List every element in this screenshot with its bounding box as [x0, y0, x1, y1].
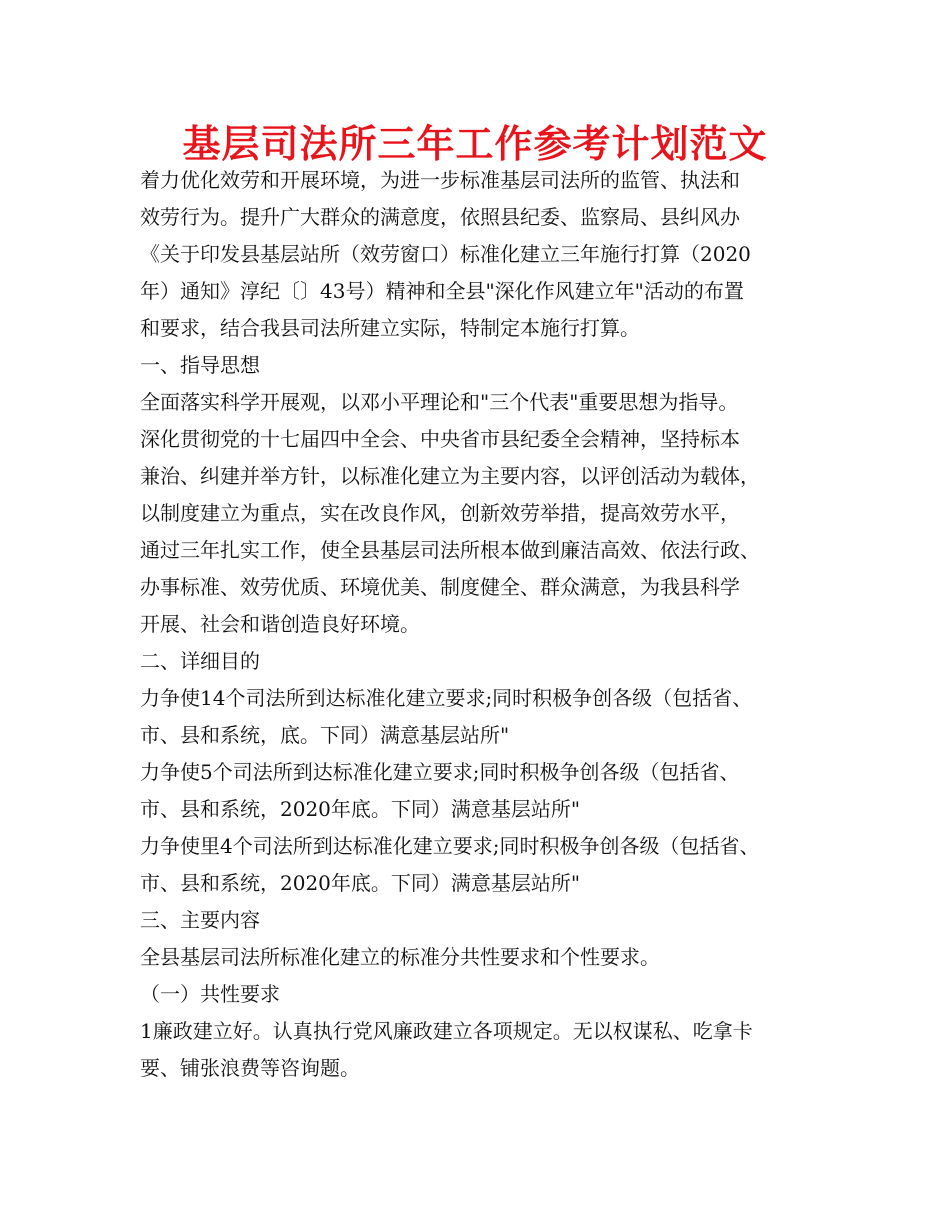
document-title: 基层司法所三年工作参考计划范文	[182, 122, 768, 166]
text-line: 深化贯彻党的十七届四中全会、中央省市县纪委全会精神，坚持标本	[140, 427, 740, 451]
text-line: 年）通知》淳纪〔〕43号）精神和全县"深化作风建立年"活动的布置	[140, 279, 744, 303]
section-heading: 三、主要内容	[140, 908, 260, 932]
text-line: 通过三年扎实工作，使全县基层司法所根本做到廉洁高效、依法行政、	[140, 538, 760, 562]
text-line: 和要求，结合我县司法所建立实际，特制定本施行打算。	[140, 316, 640, 340]
text-line: 以制度建立为重点，实在改良作风，创新效劳举措，提高效劳水平，	[140, 501, 740, 525]
text-line: 力争使14个司法所到达标准化建立要求;同时积极争创各级（包括省、	[140, 686, 753, 710]
text-line: 办事标准、效劳优质、环境优美、制度健全、群众满意，为我县科学	[140, 575, 740, 599]
text-line: 市、县和系统，2020年底。下同）满意基层站所"	[140, 797, 581, 821]
text-line: 市、县和系统，底。下同）满意基层站所"	[140, 723, 510, 747]
text-line: 全面落实科学开展观，以邓小平理论和"三个代表"重要思想为指导。	[140, 390, 739, 414]
text-line: 市、县和系统，2020年底。下同）满意基层站所"	[140, 871, 581, 895]
text-line: 兼治、纠建并举方针，以标准化建立为主要内容，以评创活动为载体，	[140, 464, 760, 488]
text-line: 全县基层司法所标准化建立的标准分共性要求和个性要求。	[140, 945, 660, 969]
text-line: 开展、社会和谐创造良好环境。	[140, 612, 420, 636]
text-line: 效劳行为。提升广大群众的满意度，依照县纪委、监察局、县纠风办	[140, 205, 740, 229]
section-heading: 一、指导思想	[140, 353, 260, 377]
text-line: 力争使5个司法所到达标准化建立要求;同时积极争创各级（包括省、	[140, 760, 740, 784]
text-line: 力争使里4个司法所到达标准化建立要求;同时积极争创各级（包括省、	[140, 834, 760, 858]
text-line: 着力优化效劳和开展环境，为进一步标准基层司法所的监管、执法和	[140, 168, 740, 192]
document-body	[140, 162, 830, 1087]
text-line: 要、铺张浪费等咨询题。	[140, 1056, 360, 1080]
section-heading: 二、详细目的	[140, 649, 260, 673]
subsection-heading: （一）共性要求	[140, 982, 280, 1006]
text-line: 1廉政建立好。认真执行党风廉政建立各项规定。无以权谋私、吃拿卡	[140, 1019, 753, 1043]
text-line: 《关于印发县基层站所（效劳窗口）标准化建立三年施行打算（2020	[140, 242, 751, 266]
